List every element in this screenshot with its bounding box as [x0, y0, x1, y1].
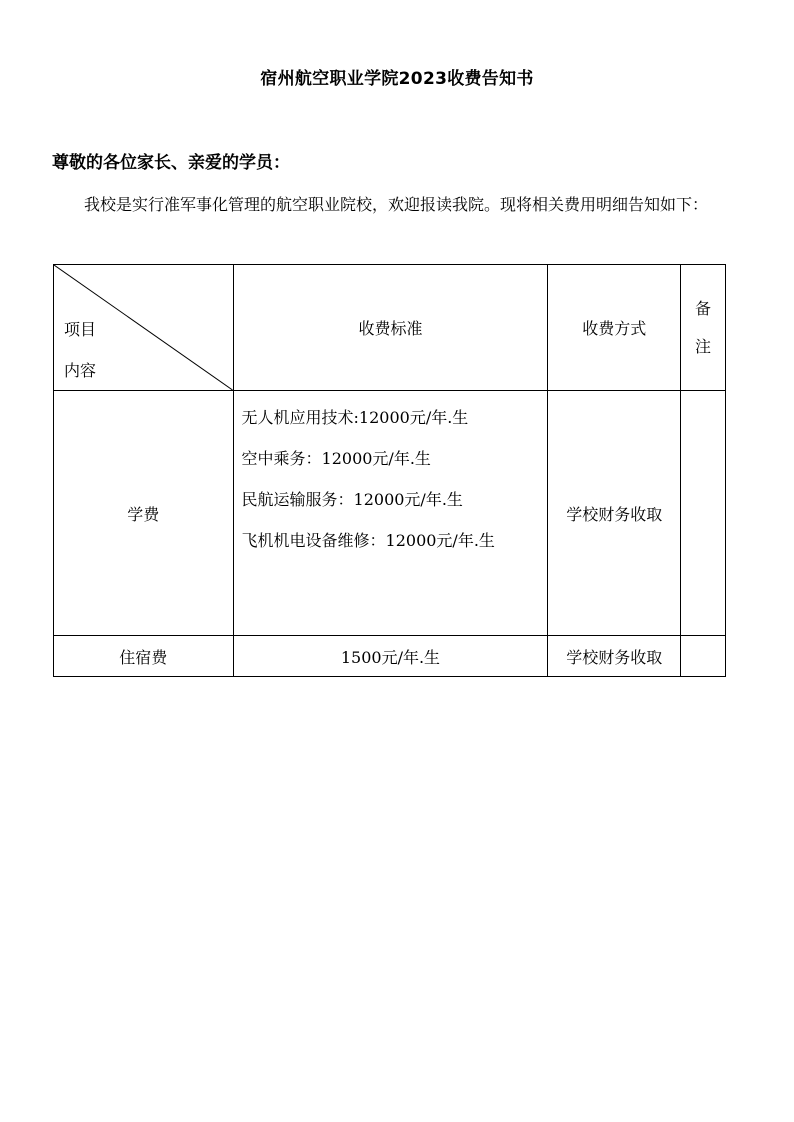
row-method-tuition: 学校财务收取 — [548, 391, 681, 636]
table-header-row — [54, 265, 726, 391]
row-method-lodging: 学校财务收取 — [548, 636, 681, 677]
standard-line: 空中乘务：12000元/年.生 — [241, 449, 431, 468]
row-remark-lodging — [681, 636, 726, 677]
header-content-label: 内容 — [64, 361, 97, 380]
header-remark-line2: 注 — [695, 336, 712, 356]
header-item-label: 项目 — [64, 320, 97, 339]
row-item-lodging: 住宿费 — [54, 636, 234, 677]
header-remark-line1: 备 — [695, 298, 712, 318]
standard-line: 飞机机电设备维修：12000元/年.生 — [241, 531, 495, 550]
header-remark — [681, 265, 726, 391]
fee-table — [53, 264, 726, 677]
tuition-standards — [233, 391, 548, 636]
standard-line: 无人机应用技术:12000元/年.生 — [241, 408, 469, 427]
document-title: 宿州航空职业学院2023收费告知书 — [260, 69, 534, 89]
standard-line: 民航运输服务：12000元/年.生 — [241, 490, 463, 509]
table-row — [54, 391, 726, 636]
table-row — [54, 636, 726, 677]
row-item-tuition: 学费 — [54, 391, 234, 636]
row-standard-lodging: 1500元/年.生 — [233, 636, 548, 677]
salutation: 尊敬的各位家长、亲爱的学员： — [52, 153, 290, 173]
header-method: 收费方式 — [548, 265, 681, 391]
header-standard: 收费标准 — [233, 265, 548, 391]
row-remark-tuition — [681, 391, 726, 636]
intro-paragraph: 我校是实行准军事化管理的航空职业院校，欢迎报读我院。现将相关费用明细告知如下： — [84, 195, 709, 214]
header-corner-cell — [54, 265, 234, 391]
